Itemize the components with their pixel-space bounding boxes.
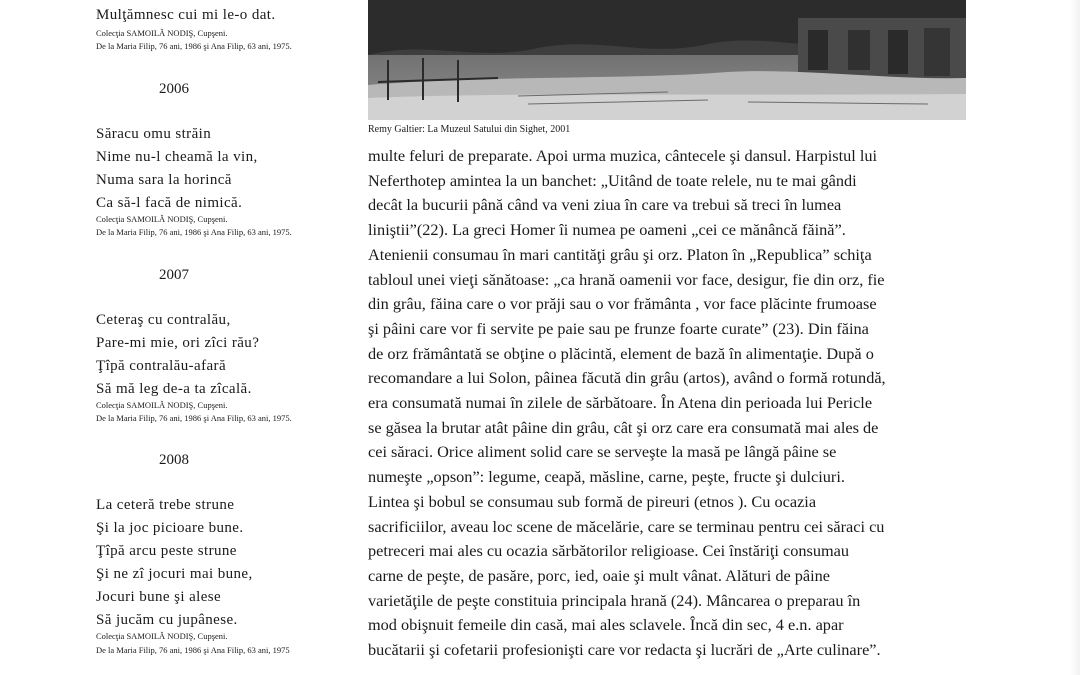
photo-illustration bbox=[368, 0, 966, 120]
paragraph-line: varietăţile de peşte constituia principala hrană (24). Mâncarea o preparau în bbox=[368, 590, 861, 610]
poem-line: Şi la joc picioare bune. bbox=[96, 520, 244, 536]
poem-line: Nime nu-l cheamă la vin, bbox=[96, 149, 258, 165]
paragraph-line: recomandare a lui Solon, pâinea făcută din grâu (artos), având o formă rotundă, bbox=[368, 368, 886, 388]
paragraph-line: petreceri mai ales cu ocazia sărbătorilor religioase. Cei înstăriţi consumau bbox=[368, 541, 850, 561]
paragraph-line: din grâu, făina care o vor prăji sau o vor frământa , vor face plăcinte frumoase bbox=[368, 294, 877, 314]
poem-line: Să mă leg de-a ta zîcală. bbox=[96, 381, 252, 397]
scan-edge bbox=[1070, 0, 1080, 675]
poem-credit: Colecţia SAMOILĂ NODIŞ, Cupşeni. bbox=[96, 631, 228, 641]
paragraph-line: Lintea şi bobul se consumau sub formă de pireuri (etnos ). Cu ocazia bbox=[368, 491, 817, 511]
photo-caption: Remy Galtier: La Muzeul Satului din Sighet, 2001 bbox=[368, 124, 571, 135]
paragraph-line: bucătarii şi cofetarii profesionişti care vor redacta şi lucrări de „Arte culinare”. bbox=[368, 640, 881, 659]
paragraph-line: decât la bucurii până când va veni ziua în care va trebui să treci în lumea bbox=[368, 195, 842, 215]
poem-column bbox=[0, 0, 350, 675]
poem-line: Pare-mi mie, ori zîci rău? bbox=[96, 335, 260, 351]
paragraph-line: se găsea la brutar atât pâine din grâu, cât şi orz care era consumată mai ales de bbox=[368, 417, 879, 437]
poem-year-heading: 2007 bbox=[159, 267, 189, 283]
paragraph-line: multe feluri de preparate. Apoi urma muzica, cântecele şi dansul. Harpistul lui bbox=[368, 146, 878, 165]
poem-source: De la Maria Filip, 76 ani, 1986 şi Ana Filip, 63 ani, 1975 bbox=[96, 645, 290, 655]
paragraph-line: carne de peşte, de pasăre, porc, ied, oaie şi mult vânat. Alături de pâine bbox=[368, 565, 831, 585]
poem-line: Ţîpă arcu peste strune bbox=[96, 543, 237, 559]
poem-year-heading: 2006 bbox=[159, 81, 189, 97]
paragraph-line: sacrificiilor, aveau loc scene de măcelărie, care se terminau pentru cei săraci cu bbox=[368, 516, 885, 536]
poem-line: Ca să-l facă de nimică. bbox=[96, 195, 243, 211]
poem-credit: Colecţia SAMOILĂ NODIŞ, Cupşeni. bbox=[96, 400, 228, 410]
poem-credit: Colecţia SAMOILĂ NODIŞ, Cupşeni. bbox=[96, 214, 228, 224]
paragraph-line: numeşte „opson”: legume, ceapă, măsline, carne, peşte, fructe şi dulciuri. bbox=[368, 467, 845, 487]
museum-photo bbox=[368, 0, 966, 120]
poem-line: Săracu omu străin bbox=[96, 126, 212, 142]
poem-line: La ceteră trebe strune bbox=[96, 497, 235, 513]
poem-line: Ţîpă contralău-afară bbox=[96, 358, 226, 374]
paragraph-line: Neferthotep amintea la un banchet: „Uitând de toate relele, nu te mai gândi bbox=[368, 170, 857, 190]
paragraph-line: mod obişnuit femeile din casă, mai ales sclavele. Încă din sec, 4 e.n. apar bbox=[368, 615, 844, 635]
poem-line: Să jucăm cu jupânese. bbox=[96, 612, 238, 628]
poem-line: Mulţămnesc cui mi le-o dat. bbox=[96, 7, 276, 23]
paragraph-line: de orz frământată se obţine o plăcintă, element de bază în alimentaţie. După o bbox=[368, 343, 874, 363]
poem-line: Ceteraş cu contralău, bbox=[96, 312, 231, 328]
poem-line: Şi ne zî jocuri mai bune, bbox=[96, 566, 253, 582]
poem-year-heading: 2008 bbox=[159, 452, 189, 468]
poem-source: De la Maria Filip, 76 ani, 1986 şi Ana Filip, 63 ani, 1975. bbox=[96, 413, 292, 423]
paragraph-line: tabloul unei vieţi sănătoase: „ca hrană oamenii vor face, desigur, fie din orz, fie bbox=[368, 269, 885, 289]
poem-source: De la Maria Filip, 76 ani, 1986 şi Ana Filip, 63 ani, 1975. bbox=[96, 41, 292, 51]
paragraph-line: Atenienii consumau în mari cantităţi grâu şi orz. Platon în „Republica” schiţa bbox=[368, 244, 872, 264]
poem-credit: Colecţia SAMOILĂ NODIŞ, Cupşeni. bbox=[96, 28, 228, 38]
poem-line: Numa sara la horincă bbox=[96, 172, 232, 188]
paragraph-line: şi pâini care vor fi servite pe paie sau pe frunze foarte curate” (23). Din făina bbox=[368, 318, 869, 338]
paragraph-line: cei săraci. Orice aliment solid care se serveşte la masă pe lângă pâine se bbox=[368, 442, 837, 462]
poem-line: Jocuri bune şi alese bbox=[96, 589, 222, 605]
paragraph-line: liniştii”(22). La greci Homer îi numea pe oameni „cei ce mănâncă făină”. bbox=[368, 220, 846, 240]
paragraph-line: era consumată numai în zilele de sărbătoare. În Atena din perioada lui Pericle bbox=[368, 393, 873, 412]
poem-source: De la Maria Filip, 76 ani, 1986 şi Ana Filip, 63 ani, 1975. bbox=[96, 227, 292, 237]
